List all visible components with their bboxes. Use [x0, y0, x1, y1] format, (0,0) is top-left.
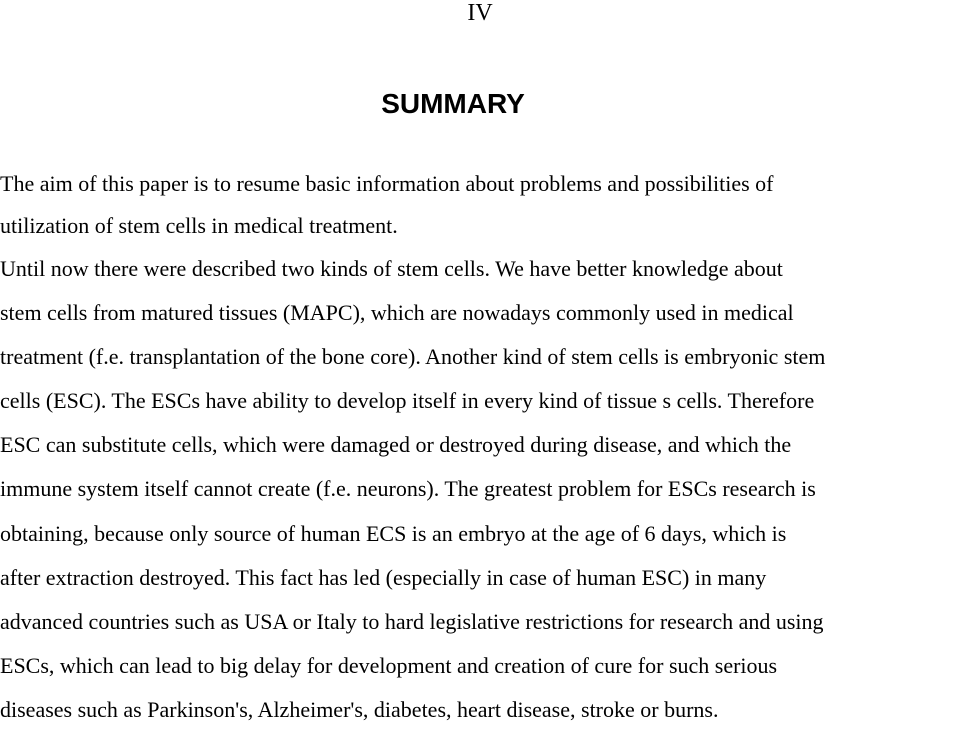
body-line: ESCs, which can lead to big delay for development and creation of cure for such serious [0, 652, 778, 678]
body-line: ESC can substitute cells, which were damaged or destroyed during disease, and which the [0, 432, 792, 458]
body-line: advanced countries such as USA or Italy to hard legislative restrictions for research and using [0, 608, 824, 634]
body-line: The aim of this paper is to resume basic information about problems and possibilities of [0, 171, 774, 196]
body-line: obtaining, because only source of human ECS is an embryo at the age of 6 days, which is [0, 520, 787, 546]
summary-body [0, 163, 960, 732]
body-line: cells (ESC). The ESCs have ability to develop itself in every kind of tissue s cells. Therefore [0, 388, 815, 414]
body-line: treatment (f.e. transplantation of the bone core). Another kind of stem cells is embryonic stem [0, 344, 826, 370]
body-line: immune system itself cannot create (f.e. neurons). The greatest problem for ESCs research is [0, 476, 816, 502]
body-line: diseases such as Parkinson's, Alzheimer's, diabetes, heart disease, stroke or burns. [0, 696, 719, 722]
body-line: after extraction destroyed. This fact has led (especially in case of human ESC) in many [0, 564, 767, 590]
body-line: Until now there were described two kinds of stem cells. We have better knowledge about [0, 256, 783, 281]
body-line: utilization of stem cells in medical treatment. [0, 213, 398, 238]
summary-heading: SUMMARY [381, 88, 525, 119]
page-number: IV [467, 0, 493, 26]
body-line: stem cells from matured tissues (MAPC), which are nowadays commonly used in medical [0, 300, 794, 326]
